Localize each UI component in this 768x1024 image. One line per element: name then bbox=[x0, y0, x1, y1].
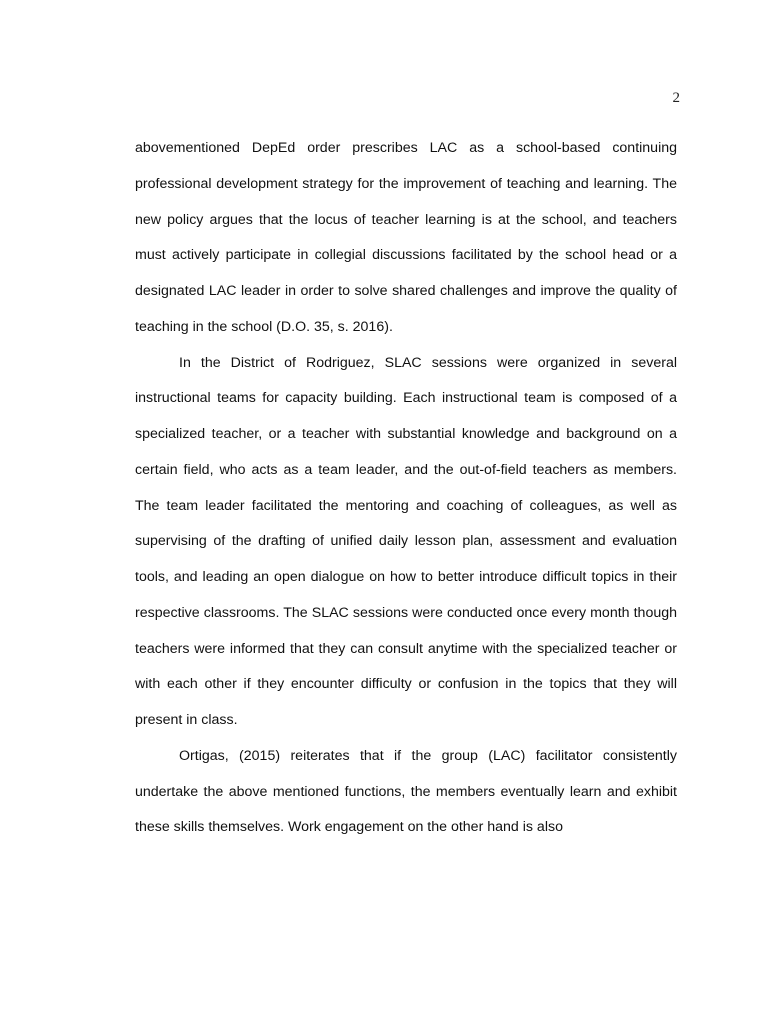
paragraph-rodriguez-slac: In the District of Rodriguez, SLAC sessions were organized in several instructional teams for capacity building. Each instructional team is composed of a specialized teacher, or a teacher with substantial knowledge and background on a certain field, who acts as a team leader, and the out-of-field teachers as members. The team leader facilitated the mentoring and coaching of colleagues, as well as supervising of the drafting of unified daily lesson plan, assessment and evaluation tools, and leading an open dialogue on how to better introduce difficult topics in their respective classrooms. The SLAC sessions were conducted once every month though teachers were informed that they can consult anytime with the specialized teacher or with each other if they encounter difficulty or confusion in the topics that they will present in class. bbox=[135, 354, 677, 728]
page-number: 2 bbox=[672, 90, 680, 106]
body-text bbox=[135, 131, 677, 846]
paragraph-ortigas: Ortigas, (2015) reiterates that if the group (LAC) facilitator consistently undertake the above mentioned functions, the members eventually learn and exhibit these skills themselves. Work engagement on the other hand is also bbox=[135, 747, 677, 836]
paragraph-lac-policy: abovementioned DepEd order prescribes LAC as a school-based continuing professional development strategy for the improvement of teaching and learning. The new policy argues that the locus of teacher learning is at the school, and teachers must actively participate in collegial discussions facilitated by the school head or a designated LAC leader in order to solve shared challenges and improve the quality of teaching in the school (D.O. 35, s. 2016). bbox=[135, 140, 677, 335]
